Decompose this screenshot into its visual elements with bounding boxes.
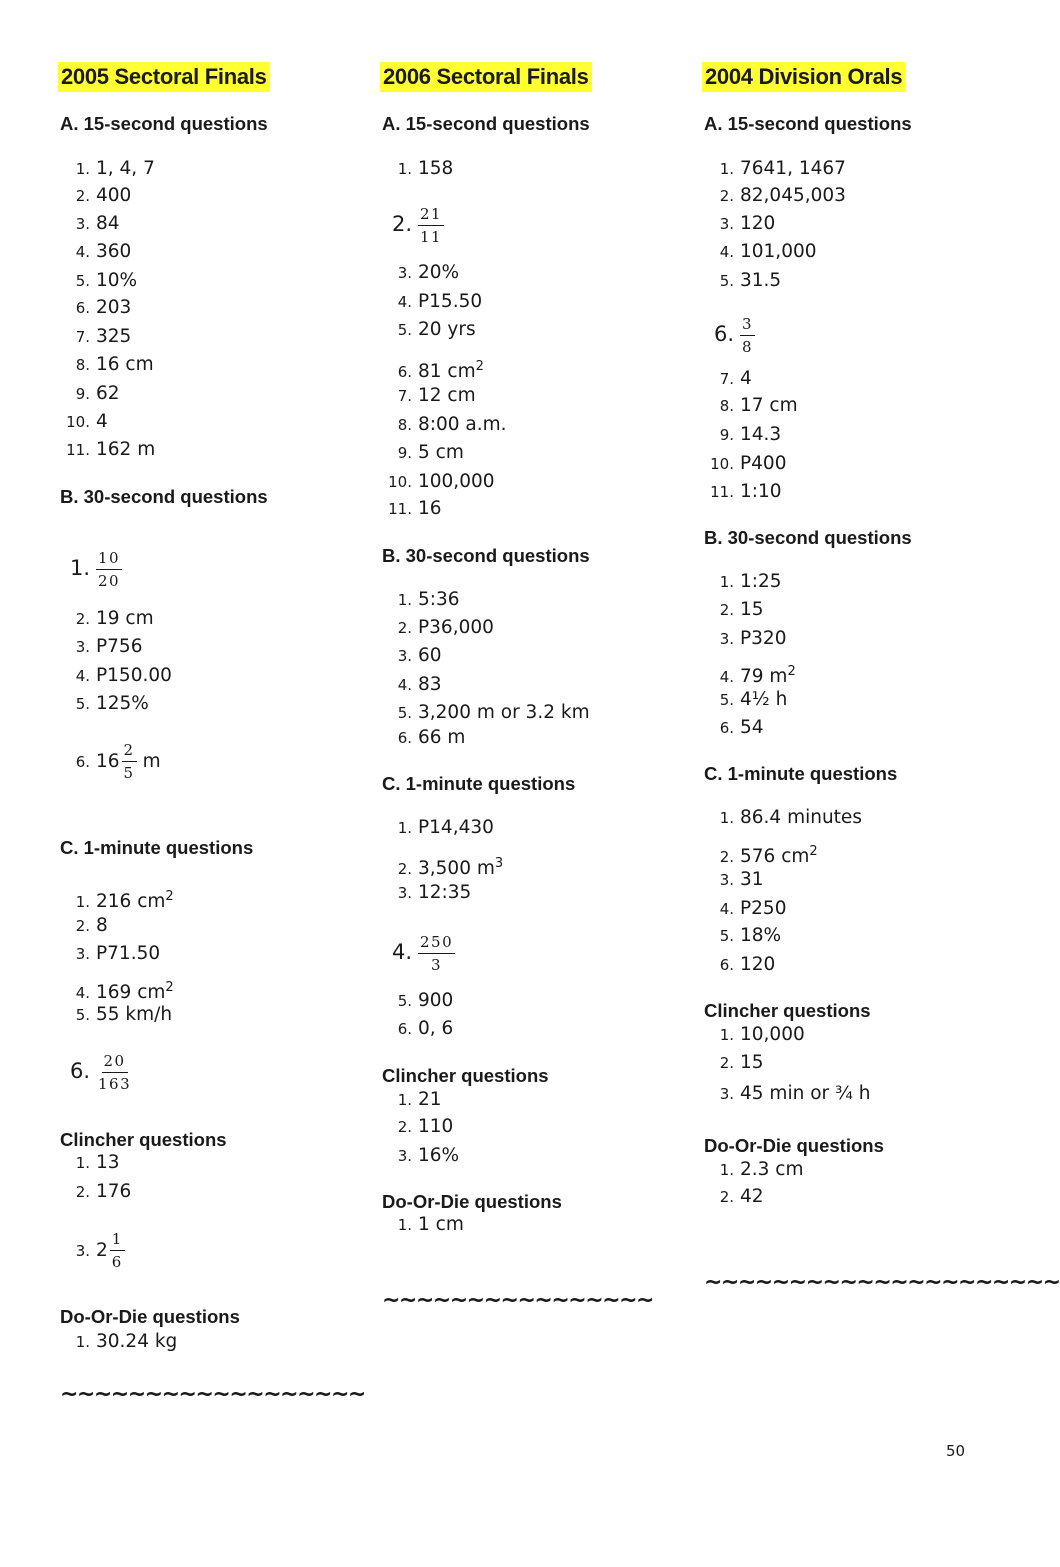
answer-item	[60, 213, 120, 235]
answer-item	[704, 661, 796, 688]
answer-value: 16	[418, 498, 442, 519]
section-heading: C. 1-minute questions	[382, 773, 576, 794]
answer-item	[704, 717, 764, 739]
answer-value: 54	[740, 717, 764, 738]
item-number: 9.	[719, 426, 734, 444]
answer-value: 162 m	[96, 439, 156, 460]
item-number: 3.	[719, 215, 734, 233]
item-number: 11.	[710, 483, 734, 501]
answer-value: 576 cm	[740, 846, 810, 868]
answer-item	[704, 628, 786, 650]
fraction-denominator: 11	[420, 228, 443, 246]
answer-item	[60, 241, 131, 263]
answer-item	[382, 158, 453, 180]
item-number: 2.	[397, 1118, 412, 1136]
answer-item	[382, 356, 484, 383]
exponent: 3	[494, 856, 504, 871]
item-number: 1.	[397, 160, 412, 178]
fraction	[418, 934, 455, 974]
page-number: 50	[946, 1442, 966, 1460]
item-number: 1.	[75, 893, 90, 912]
answer-value: 10,000	[740, 1024, 805, 1045]
answer-value: 4½ h	[740, 689, 788, 710]
answer-item	[704, 316, 755, 356]
column-title: 2004 Division Orals	[702, 62, 905, 92]
answer-column	[60, 0, 365, 1567]
item-number: 3.	[719, 630, 734, 648]
section-heading: C. 1-minute questions	[60, 837, 254, 858]
answer-item	[382, 1116, 453, 1138]
answer-item	[382, 617, 494, 639]
fraction-denominator: 3	[431, 956, 443, 974]
fraction-numerator: 2	[122, 742, 137, 762]
item-number: 1.	[397, 1091, 412, 1109]
answer-item	[60, 550, 122, 590]
answer-item	[382, 1089, 442, 1111]
answer-item	[704, 158, 846, 180]
answer-item	[60, 383, 120, 405]
answer-value: 17 cm	[740, 395, 798, 416]
section-heading: Do-Or-Die questions	[704, 1135, 884, 1156]
answer-value: 15	[740, 599, 764, 620]
answer-value: 45 min or ¾ h	[740, 1083, 871, 1104]
answer-item	[704, 1052, 764, 1074]
answer-value: 16%	[418, 1145, 460, 1166]
item-number: 4.	[397, 676, 412, 694]
answer-item	[704, 270, 781, 292]
answer-item	[704, 213, 775, 235]
answer-value: 82,045,003	[740, 185, 846, 206]
item-number: 10.	[388, 473, 412, 491]
item-number: 5.	[719, 691, 734, 709]
exponent: 2	[787, 664, 796, 679]
answer-value: 1, 4, 7	[96, 158, 155, 179]
answer-item	[60, 270, 137, 292]
answer-value: 158	[418, 158, 454, 179]
section-divider: ~~~~~~~~~~~~~~~~~~~~~	[704, 1270, 1060, 1295]
answer-item	[382, 589, 460, 611]
item-number: 3.	[75, 945, 90, 963]
answer-item	[704, 1083, 871, 1105]
item-number: 5.	[397, 992, 412, 1010]
item-number: 4.	[397, 293, 412, 311]
section-divider: ~~~~~~~~~~~~~~~~~~	[60, 1382, 365, 1407]
answer-item	[382, 498, 442, 520]
item-number: 2.	[719, 187, 734, 205]
answer-item	[704, 841, 818, 868]
answer-item	[382, 727, 465, 749]
item-number: 4.	[75, 984, 90, 1003]
answer-value: 120	[740, 213, 776, 234]
answer-item	[60, 977, 174, 1004]
item-number: 2.	[75, 610, 90, 628]
item-number: 1.	[719, 160, 734, 178]
item-number: 8.	[719, 397, 734, 415]
fraction-denominator: 20	[98, 572, 121, 590]
item-number: 7.	[719, 370, 734, 388]
item-number: 1.	[69, 556, 90, 580]
answer-item	[60, 1004, 172, 1026]
answer-value: 19 cm	[96, 608, 154, 629]
section-heading: A. 15-second questions	[704, 113, 912, 134]
item-number: 1.	[75, 1154, 90, 1172]
answer-value: 5:36	[418, 589, 460, 610]
item-number: 1.	[719, 1026, 734, 1044]
answer-item	[60, 915, 108, 937]
answer-unit: m	[142, 751, 161, 772]
answer-value: 18%	[740, 925, 782, 946]
answer-item	[60, 1331, 177, 1353]
item-number: 2.	[397, 619, 412, 637]
answer-item	[704, 689, 787, 711]
answer-item	[382, 319, 476, 341]
answer-value: 13	[96, 1152, 120, 1173]
section-heading: B. 30-second questions	[704, 527, 912, 548]
answer-value: 5 cm	[418, 442, 464, 463]
fraction-numerator: 20	[102, 1053, 128, 1073]
answer-value: 1:25	[740, 571, 782, 592]
answer-value: 0, 6	[418, 1018, 454, 1039]
section-heading: Clincher questions	[382, 1065, 549, 1086]
item-number: 10.	[710, 455, 734, 473]
item-number: 2.	[75, 187, 90, 205]
answer-value: 16 cm	[96, 354, 154, 375]
answer-value: 86.4 minutes	[740, 807, 862, 828]
item-number: 3.	[75, 638, 90, 656]
answer-item	[60, 439, 155, 461]
fraction	[96, 1053, 133, 1093]
answer-value: P150.00	[96, 665, 172, 686]
answer-item	[382, 291, 482, 313]
column-title: 2006 Sectoral Finals	[380, 62, 592, 92]
answer-item	[382, 1018, 453, 1040]
answer-value: 81 cm	[418, 361, 476, 383]
answer-value: 176	[96, 1181, 132, 1202]
answer-column	[382, 0, 682, 1567]
answer-column	[704, 0, 1060, 1567]
answer-value: 325	[96, 326, 132, 347]
answer-item	[382, 442, 464, 464]
answer-value: P14,430	[418, 817, 494, 838]
answer-value: 55 km/h	[96, 1004, 173, 1025]
item-number: 6.	[719, 956, 734, 974]
answer-item	[382, 385, 476, 407]
answer-item	[60, 886, 174, 913]
answer-value: 100,000	[418, 471, 495, 492]
answer-item	[60, 636, 142, 658]
answer-value: 125%	[96, 693, 149, 714]
item-number: 4.	[391, 940, 412, 964]
mixed-whole-number: 2	[96, 1240, 108, 1261]
answer-value: 1 cm	[418, 1214, 464, 1235]
answer-item	[704, 424, 781, 446]
item-number: 6.	[75, 299, 90, 317]
item-number: 6.	[719, 719, 734, 737]
mixed-whole-number: 16	[96, 751, 120, 772]
exponent: 2	[809, 844, 818, 859]
answer-value: 203	[96, 297, 132, 318]
answer-value: 21	[418, 1089, 442, 1110]
item-number: 5.	[75, 1006, 90, 1024]
answer-value: 20 yrs	[418, 319, 476, 340]
item-number: 4.	[75, 243, 90, 261]
item-number: 2.	[719, 1188, 734, 1206]
answer-value: 101,000	[740, 241, 817, 262]
answer-value: 14.3	[740, 424, 782, 445]
answer-item	[60, 608, 154, 630]
item-number: 1.	[397, 1216, 412, 1234]
answer-value: 79 m	[740, 666, 788, 688]
answer-value: 20%	[418, 262, 460, 283]
item-number: 8.	[75, 356, 90, 374]
answer-item	[60, 665, 172, 687]
answer-value: 31.5	[740, 270, 782, 291]
answer-item	[704, 395, 798, 417]
item-number: 6.	[397, 363, 412, 382]
answer-value: 120	[740, 954, 776, 975]
item-number: 3.	[719, 871, 734, 889]
answer-value: 169 cm	[96, 982, 166, 1004]
answer-value: P36,000	[418, 617, 494, 638]
item-number: 1.	[719, 809, 734, 827]
answer-value: 4	[740, 368, 752, 389]
answer-item	[704, 1024, 805, 1046]
section-divider: ~~~~~~~~~~~~~~~~	[382, 1288, 653, 1313]
answer-item	[382, 674, 442, 696]
item-number: 5.	[75, 695, 90, 713]
item-number: 1.	[719, 1161, 734, 1179]
answer-item	[382, 1145, 459, 1167]
answer-value: P250	[740, 898, 787, 919]
exponent: 2	[475, 359, 484, 374]
answer-value: P400	[740, 453, 787, 474]
answer-item	[60, 1053, 133, 1093]
item-number: 11.	[388, 500, 412, 518]
item-number: 4.	[75, 667, 90, 685]
answer-item	[60, 1152, 120, 1174]
answer-item	[704, 898, 786, 920]
item-number: 11.	[66, 441, 90, 459]
item-number: 2.	[391, 212, 412, 236]
item-number: 1.	[75, 1333, 90, 1351]
answer-value: 8:00 a.m.	[418, 414, 507, 435]
fraction	[740, 316, 755, 356]
answer-item	[382, 262, 459, 284]
answer-value: 12 cm	[418, 385, 476, 406]
answer-value: 3,200 m or 3.2 km	[418, 702, 590, 723]
answer-item	[704, 954, 775, 976]
item-number: 2.	[719, 1054, 734, 1072]
answer-value: 360	[96, 241, 132, 262]
item-number: 4.	[719, 668, 734, 687]
answer-item	[704, 241, 817, 263]
answer-item	[704, 481, 782, 503]
answer-value: 216 cm	[96, 891, 166, 913]
answer-item	[704, 453, 786, 475]
fraction-numerator: 1	[110, 1231, 125, 1251]
item-number: 5.	[397, 704, 412, 722]
item-number: 5.	[397, 321, 412, 339]
answer-item	[704, 368, 752, 390]
fraction	[122, 742, 137, 782]
answer-value: 4	[96, 411, 108, 432]
answer-value: 66 m	[418, 727, 466, 748]
answer-value: 60	[418, 645, 442, 666]
item-number: 6.	[75, 753, 90, 771]
answer-value: 31	[740, 869, 764, 890]
item-number: 3.	[397, 1147, 412, 1165]
answer-value: 10%	[96, 270, 138, 291]
answer-value: P71.50	[96, 943, 161, 964]
answer-item	[704, 571, 782, 593]
item-number: 10.	[66, 413, 90, 431]
answer-item	[382, 206, 444, 246]
answer-item	[382, 882, 471, 904]
item-number: 2.	[397, 860, 412, 879]
answer-item	[60, 1181, 131, 1203]
answer-item	[704, 185, 846, 207]
answer-value: P320	[740, 628, 787, 649]
answer-item	[382, 853, 503, 880]
column-title: 2005 Sectoral Finals	[58, 62, 270, 92]
item-number: 9.	[75, 385, 90, 403]
item-number: 1.	[397, 819, 412, 837]
section-heading: A. 15-second questions	[60, 113, 268, 134]
item-number: 1.	[75, 160, 90, 178]
fraction	[110, 1231, 125, 1271]
answer-value: 62	[96, 383, 120, 404]
answer-item	[60, 411, 108, 433]
item-number: 3.	[397, 264, 412, 282]
item-number: 3.	[75, 215, 90, 233]
section-heading: Clincher questions	[704, 1000, 871, 1021]
answer-item	[704, 925, 781, 947]
exponent: 2	[165, 980, 174, 995]
answer-value: 42	[740, 1186, 764, 1207]
section-heading: B. 30-second questions	[382, 545, 590, 566]
answer-item	[382, 471, 495, 493]
answer-item	[704, 807, 862, 829]
answer-item	[382, 934, 455, 974]
answer-item	[704, 869, 764, 891]
item-number: 6.	[397, 1020, 412, 1038]
answer-item	[704, 1159, 804, 1181]
item-number: 1.	[397, 591, 412, 609]
item-number: 2.	[75, 1183, 90, 1201]
fraction-numerator: 3	[740, 316, 755, 336]
answer-item	[60, 943, 160, 965]
item-number: 2.	[75, 917, 90, 935]
answer-item	[704, 1186, 764, 1208]
answer-value: 900	[418, 990, 454, 1011]
section-heading: Clincher questions	[60, 1129, 227, 1150]
answer-item	[382, 702, 590, 724]
fraction-denominator: 8	[742, 338, 754, 356]
item-number: 6.	[397, 729, 412, 747]
answer-item	[60, 158, 155, 180]
item-number: 9.	[397, 444, 412, 462]
answer-item	[60, 742, 161, 782]
answer-item	[60, 693, 149, 715]
answer-item	[60, 1231, 125, 1271]
item-number: 2.	[719, 848, 734, 867]
section-heading: Do-Or-Die questions	[382, 1191, 562, 1212]
answer-item	[60, 185, 131, 207]
answer-value: 400	[96, 185, 132, 206]
answer-value: P756	[96, 636, 143, 657]
section-heading: B. 30-second questions	[60, 486, 268, 507]
item-number: 5.	[719, 927, 734, 945]
item-number: 6.	[69, 1059, 90, 1083]
item-number: 7.	[75, 328, 90, 346]
answer-item	[382, 645, 442, 667]
answer-value: 1:10	[740, 481, 782, 502]
section-heading: Do-Or-Die questions	[60, 1306, 240, 1327]
answer-value: 110	[418, 1116, 454, 1137]
item-number: 3.	[75, 1242, 90, 1260]
answer-value: 30.24 kg	[96, 1331, 178, 1352]
item-number: 7.	[397, 387, 412, 405]
answer-item	[382, 990, 453, 1012]
item-number: 6.	[713, 322, 734, 346]
fraction-denominator: 6	[111, 1253, 123, 1271]
fraction	[96, 550, 122, 590]
fraction-denominator: 5	[123, 764, 135, 782]
answer-value: 7641, 1467	[740, 158, 846, 179]
fraction-numerator: 21	[418, 206, 444, 226]
item-number: 5.	[75, 272, 90, 290]
item-number: 3.	[397, 884, 412, 902]
answer-item	[704, 599, 764, 621]
answer-value: 2.3 cm	[740, 1159, 804, 1180]
answer-value: 3,500 m	[418, 858, 495, 880]
item-number: 8.	[397, 416, 412, 434]
answer-item	[60, 297, 131, 319]
fraction-denominator: 163	[98, 1075, 132, 1093]
answer-value: 12:35	[418, 882, 472, 903]
answer-item	[382, 414, 507, 436]
answer-value: 8	[96, 915, 108, 936]
item-number: 3.	[719, 1085, 734, 1103]
exponent: 2	[165, 889, 174, 904]
section-heading: A. 15-second questions	[382, 113, 590, 134]
section-heading: C. 1-minute questions	[704, 763, 898, 784]
answer-value: 15	[740, 1052, 764, 1073]
item-number: 2.	[719, 601, 734, 619]
fraction	[418, 206, 444, 246]
answer-value: 84	[96, 213, 120, 234]
item-number: 3.	[397, 647, 412, 665]
fraction-numerator: 10	[96, 550, 122, 570]
answer-item	[60, 354, 154, 376]
item-number: 4.	[719, 243, 734, 261]
answer-value: P15.50	[418, 291, 483, 312]
item-number: 4.	[719, 900, 734, 918]
answer-item	[60, 326, 131, 348]
answer-item	[382, 817, 494, 839]
fraction-numerator: 250	[418, 934, 455, 954]
answer-value: 83	[418, 674, 442, 695]
item-number: 5.	[719, 272, 734, 290]
answer-item	[382, 1214, 464, 1236]
item-number: 1.	[719, 573, 734, 591]
